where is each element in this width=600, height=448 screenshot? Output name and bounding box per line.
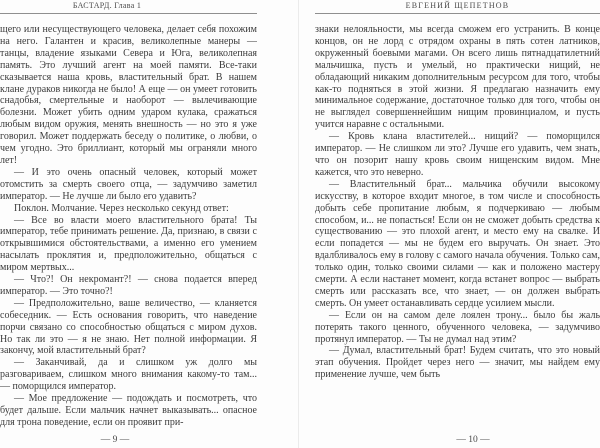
paragraph: — Если он на самом деле лоялен трону... было бы жаль потерять такого ценного, обученного человека, — задумчиво протянул император. — Ты не думал над этим? (315, 309, 600, 345)
paragraph: знаки нелояльности, мы всегда сможем его устранить. В конце концов, он не лорд с отрядом охраны в пять сотен латников, окруженный боевыми магами. Он всего лишь пятнадцатилетний мальчишка, пусть и умелый, но практически нищий, не обладающий никаким дополнительным ресурсом для того, чтобы как-то подняться в этой жизни. Я предлагаю назначить ему минимальное содержание, достаточное только для того, чтобы он не выглядел совершеннейшим нищим провинциалом, и пусть учится наравне с остальными. (315, 24, 600, 131)
running-header-chapter-title: БАСТАРД. Глава 1 (0, 0, 257, 14)
paragraph: — Думал, властительный брат! Будем считать, что это новый этап обучения. Пройдет через него — значит, мы найдем ему применение лучше, чем быть (315, 345, 600, 381)
running-header-author-name: ЕВГЕНИЙ ЩЕПЕТНОВ (315, 0, 600, 14)
paragraph: — Кровь клана властителей... нищий? — поморщился император. — Не слишком ли это? Лучше его удавить, чем знать, что он позорит нашу кровь своим нищенским видом. Мне кажется, что это неверно. (315, 131, 600, 178)
page-number: — 9 — (100, 435, 130, 445)
page-body-text (0, 24, 257, 431)
paragraph: — Заканчивай, да и слишком уж долго мы разговариваем, слишком много внимания какому-то там... — поморщился император. (0, 357, 257, 393)
paragraph: — Что?! Он некромант?! — снова подается вперед император. — Это точно?! (0, 274, 257, 297)
paragraph: — И это очень опасный человек, который может отомстить за смерть своего отца, — задумчиво заметил император. — Не лучше ли было его удавить? (0, 166, 257, 202)
paragraph: — Все во власти моего властительного брата! Ты император, тебе принимать решение. Да, признаю, в связи с открывшимися обстоятельствами, а именно его умением насылать проклятия и, предположительно, общаться с миром мертвых... (0, 214, 257, 274)
paragraph: — Властительный брат... мальчика обучили высокому искусству, в которое входит многое, в том числе и способность добыть себе пропитание любым, я подчеркиваю — любым способом, и... не попасться! Если он не сможет добыть средства к существованию — это плохой агент, и место ему на свалке. И если попадется — мы не будем его выручать. Он знает. Это вдалбливалось ему в голову с самого начала обучения. Только сам, только один, только своими силами — как и положено мастеру смерти. А если настанет момент, когда встанет вопрос — выбрать смерть или рассказать все, что знает, — он должен выбрать смерть. Он умеет останавливать сердце усилием мысли. (315, 178, 600, 309)
page-body-text (315, 24, 600, 431)
paragraph: — Мое предложение — подождать и посмотреть, что будет дальше. Если мальчик начнет выказывать... опасное для трона поведение, если он проявит при- (0, 393, 257, 428)
paragraph: щего или несуществующего человека, делает себя похожим на него. Галантен и красив, великолепные манеры — танцы, владение языками Севера и Юга, великолепная память. Это лучший агент на моей памяти. Все-таки сказывается наша кровь, властительный брат. В нашем клане дураков никогда не было! А еще — он умеет готовить снадобья, смертельные и наоборот — вылечивающие болезни. Может убить одним ударом кулака, сражаться любым видом оружия, менять внешность — но это я уже говорил. Может поддержать беседу о политике, о любви, о чем угодно. Это бриллиант, который мы ограняли много лет! (0, 24, 257, 166)
page-spread-divider (298, 0, 299, 448)
book-page-left (0, 0, 257, 448)
paragraph: — Предположительно, ваше величество, — кланяется собеседник. — Есть основания говорить, что наведение порчи связано со способностью общаться с миром духов. Но так ли это — я не знаю. Нет полной информации. Я закончу, мой властительный брат? (0, 297, 257, 357)
page-number: — 10 — (456, 435, 490, 445)
book-page-right (315, 0, 600, 448)
paragraph: Поклон. Молчание. Через несколько секунд ответ: (14, 202, 229, 214)
